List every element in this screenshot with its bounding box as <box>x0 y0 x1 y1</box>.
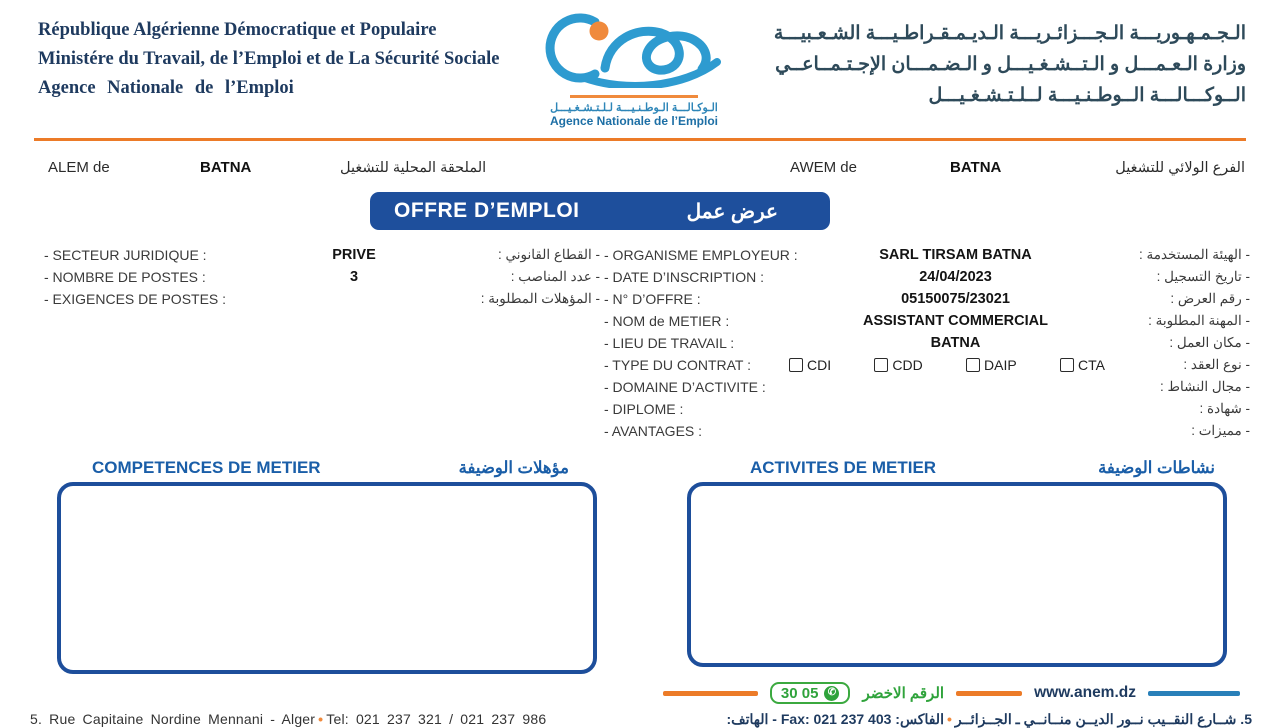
header-french <box>38 16 530 128</box>
field-label-ar: - القطاع القانوني : <box>498 247 600 262</box>
awem-label: AWEM de <box>790 159 857 176</box>
field-label-ar: - الهيئة المستخدمة : <box>1138 247 1250 262</box>
fields-left-column <box>44 244 600 310</box>
offer-title-arabic: عرض عمل <box>686 200 778 223</box>
competences-title-fr: COMPETENCES DE METIER <box>92 458 321 477</box>
checkbox-daip[interactable] <box>966 358 980 372</box>
field-row-type-contrat <box>604 354 1250 376</box>
field-label-fr: - NOMBRE DE POSTES : <box>44 269 206 285</box>
header-fr-line1: République Algérienne Démocratique et Populaire <box>38 20 437 40</box>
fields-section <box>0 244 1280 442</box>
field-label-ar: - نوع العقد : <box>1183 357 1250 372</box>
footer-ar-fax: الفاكس: Fax: 021 237 403 - الهاتف: <box>726 711 944 727</box>
alem-label: ALEM de <box>48 159 110 176</box>
contract-option-cta <box>1060 357 1105 373</box>
field-label-ar: - رقم العرض : <box>1170 291 1250 306</box>
field-label-fr: - DATE D’INSCRIPTION : <box>604 269 764 285</box>
orange-segment <box>956 691 1022 696</box>
checkbox-cdi-label: CDI <box>807 357 832 373</box>
phone-icon: ✆ <box>824 686 839 701</box>
anem-logo <box>530 12 738 128</box>
field-label-ar: - مكان العمل : <box>1169 335 1250 350</box>
competences-title-ar: مؤهلات الوضيفة <box>458 459 569 477</box>
field-label-ar: - عدد المناصب : <box>510 269 600 284</box>
field-row-avantages <box>604 420 1250 442</box>
field-label-fr: - LIEU DE TRAVAIL : <box>604 335 735 351</box>
field-label-fr: - EXIGENCES DE POSTES : <box>44 291 227 307</box>
footer-french <box>30 711 546 727</box>
branch-row <box>0 141 1280 176</box>
footer-fr-address: 5. Rue Capitaine Nordine Mennani - Alger <box>30 711 316 727</box>
field-label-fr: - TYPE DU CONTRAT : <box>604 357 752 373</box>
checkbox-cdi[interactable] <box>789 358 803 372</box>
field-label-ar: - تاريخ التسجيل : <box>1156 269 1250 284</box>
bottom-strip <box>0 682 1240 704</box>
field-row-nombre-postes <box>44 266 600 288</box>
green-number: 30 05 <box>780 684 819 702</box>
offer-title-banner <box>370 192 830 230</box>
field-label-fr: - N° D’OFFRE : <box>604 291 701 307</box>
logo-french-name: Agence Nationale de l’Emploi <box>549 114 719 128</box>
contract-option-cdi <box>789 357 831 373</box>
field-value: 05150075/23021 <box>901 291 1010 307</box>
field-row-diplome <box>604 398 1250 420</box>
alem-label-arabic: الملحقة المحلية للتشغيل <box>340 160 487 176</box>
header-ar-line2: وزارة الـعـمـــل و الـتــشـغـيـــل و الـضـمـــان الإجـتـمــاعــي <box>775 54 1246 75</box>
activites-title-ar: نشاطات الوضيفة <box>1098 459 1215 477</box>
blue-segment <box>1148 691 1240 696</box>
field-label-ar: - مجال النشاط : <box>1160 379 1250 394</box>
competences-header <box>57 458 597 478</box>
field-row-numero-offre <box>604 288 1250 310</box>
orange-segment <box>663 691 758 696</box>
footer-fr-tel: Tel: 021 237 321 / 021 237 986 <box>326 711 547 727</box>
field-row-lieu-travail <box>604 332 1250 354</box>
field-row-exigences-postes <box>44 288 600 310</box>
field-label-fr: - DOMAINE D’ACTIVITE : <box>604 379 766 395</box>
field-label-ar: - المؤهلات المطلوبة : <box>480 291 600 306</box>
field-value: 3 <box>349 269 359 285</box>
checkbox-cta-label: CTA <box>1078 357 1105 373</box>
field-label-ar: - مميزات : <box>1191 423 1250 438</box>
offer-title-french: OFFRE D’EMPLOI <box>394 199 580 222</box>
awem-value: BATNA <box>950 159 1002 176</box>
field-label-fr: - SECTEUR JURIDIQUE : <box>44 247 207 263</box>
activites-title-fr: ACTIVITES DE METIER <box>750 458 937 477</box>
field-label-fr: - NOM de METIER : <box>604 313 730 329</box>
field-value: 24/04/2023 <box>919 269 992 285</box>
activites-box[interactable] <box>687 482 1227 667</box>
field-row-organisme-employeur <box>604 244 1250 266</box>
box-headers <box>0 458 1280 478</box>
checkbox-cdd-label: CDD <box>892 357 923 373</box>
field-value: SARL TIRSAM BATNA <box>879 247 1032 263</box>
field-value: PRIVE <box>332 247 376 263</box>
footer-address <box>0 704 1280 728</box>
field-label-fr: - ORGANISME EMPLOYEUR : <box>604 247 798 263</box>
header-ar-line3: الــوكـــالـــة الــوطـنـيـــة لــلـتـشـغـيـــل <box>928 85 1246 106</box>
header-arabic <box>738 16 1250 128</box>
field-label-ar: - المهنة المطلوبة : <box>1148 313 1250 328</box>
green-number-badge <box>770 682 851 704</box>
green-number-label-ar: الرقم الاخضر <box>862 685 945 702</box>
field-row-domaine-activite <box>604 376 1250 398</box>
field-label-fr: - DIPLOME : <box>604 401 684 417</box>
field-row-date-inscription <box>604 266 1250 288</box>
contract-type-options <box>789 357 1109 373</box>
competences-box[interactable] <box>57 482 597 674</box>
field-label-fr: - AVANTAGES : <box>604 423 703 439</box>
checkbox-cta[interactable] <box>1060 358 1074 372</box>
logo-arabic-name: الـوكـالـــة الـوطـنـيـــة لـلـتـشـغـيـــل <box>550 102 718 114</box>
fields-right-column <box>604 244 1250 442</box>
header <box>0 0 1280 128</box>
alem-value: BATNA <box>200 159 252 176</box>
content-boxes <box>0 482 1280 674</box>
contract-option-cdd <box>874 357 922 373</box>
field-label-ar: - شهادة : <box>1199 401 1250 416</box>
checkbox-daip-label: DAIP <box>984 357 1017 373</box>
orange-bullet: • <box>946 711 952 727</box>
logo-divider <box>570 95 698 98</box>
awem-label-arabic: الفرع الولائي للتشغيل <box>1115 160 1245 176</box>
field-row-nom-metier <box>604 310 1250 332</box>
field-value: ASSISTANT COMMERCIAL <box>862 313 1048 329</box>
checkbox-cdd[interactable] <box>874 358 888 372</box>
header-fr-line2: Ministére du Travail, de l’Emploi et de La Sécurité Sociale <box>38 49 500 69</box>
field-value: BATNA <box>930 335 981 351</box>
footer-ar-address: 5. شــارع النقــيب نــور الديــن منــانــي ـ الجــزائــر <box>954 711 1252 727</box>
field-row-secteur-juridique <box>44 244 600 266</box>
website-url: www.anem.dz <box>1034 684 1136 701</box>
header-fr-line3: Agence Nationale de l’Emploi <box>38 78 294 98</box>
anem-logo-icon <box>537 12 732 88</box>
contract-option-daip <box>966 357 1017 373</box>
header-ar-line1: الـجـمـهـوريـــة الـجـــزائـريـــة الـديـمـقـراطـيـــة الشـعـبيـــة <box>773 23 1246 44</box>
orange-bullet: • <box>318 711 324 727</box>
activites-header <box>687 458 1227 478</box>
